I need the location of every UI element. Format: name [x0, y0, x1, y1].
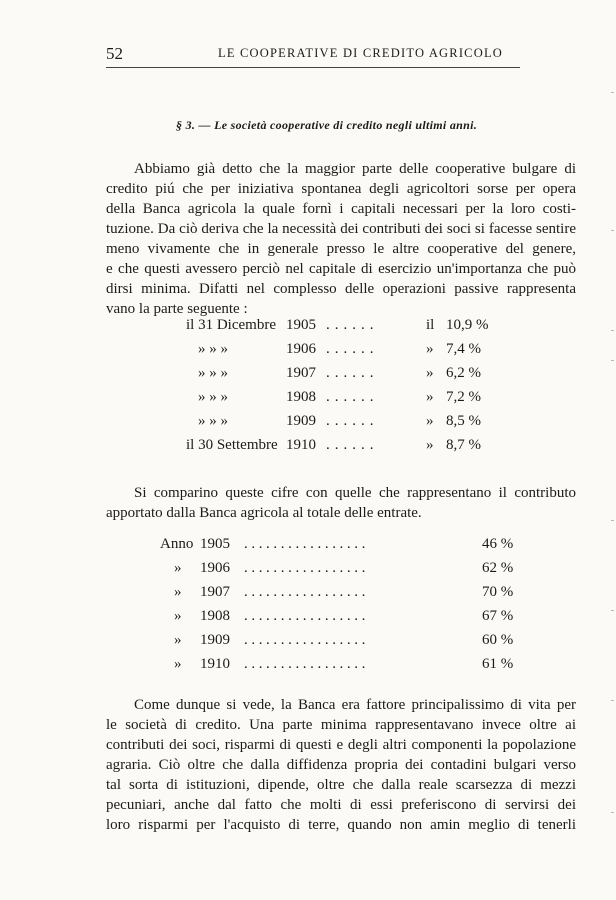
row-label: »	[174, 584, 182, 600]
table-row	[186, 317, 506, 339]
row-conj: il	[426, 317, 435, 333]
leader-dots: ......	[326, 365, 379, 381]
row-value: 10,9 %	[446, 317, 489, 333]
table-row	[186, 365, 506, 387]
leader-dots: .................	[244, 608, 369, 624]
leader-dots: ......	[326, 317, 379, 333]
row-conj: »	[426, 389, 434, 405]
row-label: »	[174, 560, 182, 576]
page-header	[106, 44, 520, 68]
row-date-label: il 31 Dicembre	[186, 317, 276, 333]
table-row	[160, 656, 540, 678]
table-row	[160, 608, 540, 630]
table-row	[186, 437, 506, 459]
row-year: 1910	[200, 656, 230, 672]
table-row	[186, 413, 506, 435]
leader-dots: ......	[326, 413, 379, 429]
text-line: loro risparmi per l'acquisto di terre, quando non amin meglio di tenerli	[106, 817, 576, 833]
row-value: 8,7 %	[446, 437, 481, 453]
leader-dots: ......	[326, 341, 379, 357]
row-conj: »	[426, 365, 434, 381]
text-line: credito piú che per iniziativa spontanea degli agricoltori sorse per opera	[106, 181, 576, 197]
header-rule	[106, 67, 520, 68]
text-line: apportato dalla Banca agricola al totale delle entrate.	[106, 505, 422, 521]
row-value: 61 %	[482, 656, 514, 672]
row-year: 1908	[200, 608, 230, 624]
leader-dots: .................	[244, 584, 369, 600]
leader-dots: .................	[244, 632, 369, 648]
row-conj: »	[426, 341, 434, 357]
text-line: e che questi avessero perciò nel capitale di esercizio un'importanza che può	[106, 261, 576, 277]
leader-dots: ......	[326, 437, 379, 453]
section-heading: § 3. — Le società cooperative di credito negli ultimi anni.	[176, 118, 478, 132]
row-year: 1908	[286, 389, 316, 405]
row-value: 62 %	[482, 560, 514, 576]
row-value: 6,2 %	[446, 365, 481, 381]
leader-dots: .................	[244, 560, 369, 576]
row-year: 1907	[286, 365, 316, 381]
row-value: 46 %	[482, 536, 514, 552]
text-line: tuzione. Da ciò deriva che la necessità dei contributi dei soci si facesse sentire	[106, 221, 576, 237]
leader-dots: ......	[326, 389, 379, 405]
text-line: Abbiamo già detto che la maggior parte delle cooperative bulgare di	[134, 161, 576, 177]
row-label: »	[174, 656, 182, 672]
page-number: 52	[106, 44, 123, 63]
row-conj: »	[426, 413, 434, 429]
row-year: 1907	[200, 584, 230, 600]
row-value: 70 %	[482, 584, 514, 600]
text-line: meno vivamente che in generale presso le altre cooperative del genere,	[106, 241, 576, 257]
row-value: 60 %	[482, 632, 514, 648]
table-row	[160, 536, 540, 558]
row-date-label: » » »	[198, 413, 228, 429]
text-line: Come dunque si vede, la Banca era fattore principalissimo di vita per	[134, 697, 576, 713]
row-year: 1905	[286, 317, 316, 333]
row-year: 1910	[286, 437, 316, 453]
paragraph-3	[106, 695, 576, 835]
leader-dots: .................	[244, 536, 369, 552]
row-date-label: » » »	[198, 341, 228, 357]
row-date-label: » » »	[198, 365, 228, 381]
row-year: 1909	[286, 413, 316, 429]
row-year: 1906	[286, 341, 316, 357]
text-line: dirsi minima. Difatti nel complesso delle operazioni passive rappresenta	[106, 281, 576, 297]
row-label: »	[174, 632, 182, 648]
row-conj: »	[426, 437, 434, 453]
row-label: »	[174, 608, 182, 624]
text-line: Si comparino queste cifre con quelle che rappresentano il contributo	[134, 485, 576, 501]
text-line: pecuniari, anche dal fatto che molti di essi preferiscono di servirsi dei	[106, 797, 576, 813]
row-date-label: il 30 Settembre	[186, 437, 278, 453]
running-title: LE COOPERATIVE DI CREDITO AGRICOLO	[218, 46, 504, 60]
row-label: Anno	[160, 536, 194, 552]
row-value: 67 %	[482, 608, 514, 624]
text-line: le società di credito. Una parte minima rappresentavano invece oltre ai	[106, 717, 576, 733]
table-row	[160, 560, 540, 582]
table-row	[160, 632, 540, 654]
text-line: della Banca agricola la quale fornì i capitali necessari per la loro costi-	[106, 201, 576, 217]
table-row	[186, 341, 506, 363]
row-year: 1909	[200, 632, 230, 648]
row-value: 7,2 %	[446, 389, 481, 405]
text-line: tal sorta di istituzioni, dipende, oltre che dalla reale scarsezza di mezzi	[106, 777, 576, 793]
leader-dots: .................	[244, 656, 369, 672]
row-year: 1905	[200, 536, 230, 552]
text-line: contributi dei soci, risparmi di questi e degli altri componenti la popolazione	[106, 737, 576, 753]
page-edge-marks	[608, 0, 616, 900]
paragraph-1	[106, 159, 576, 319]
text-line: agraria. Ciò oltre che dalla diffidenza propria dei contadini bulgari verso	[106, 757, 576, 773]
table-row	[160, 584, 540, 606]
row-value: 8,5 %	[446, 413, 481, 429]
row-year: 1906	[200, 560, 230, 576]
text-line: vano la parte seguente :	[106, 301, 248, 317]
table-row	[186, 389, 506, 411]
row-value: 7,4 %	[446, 341, 481, 357]
row-date-label: » » »	[198, 389, 228, 405]
paragraph-2	[106, 483, 576, 523]
